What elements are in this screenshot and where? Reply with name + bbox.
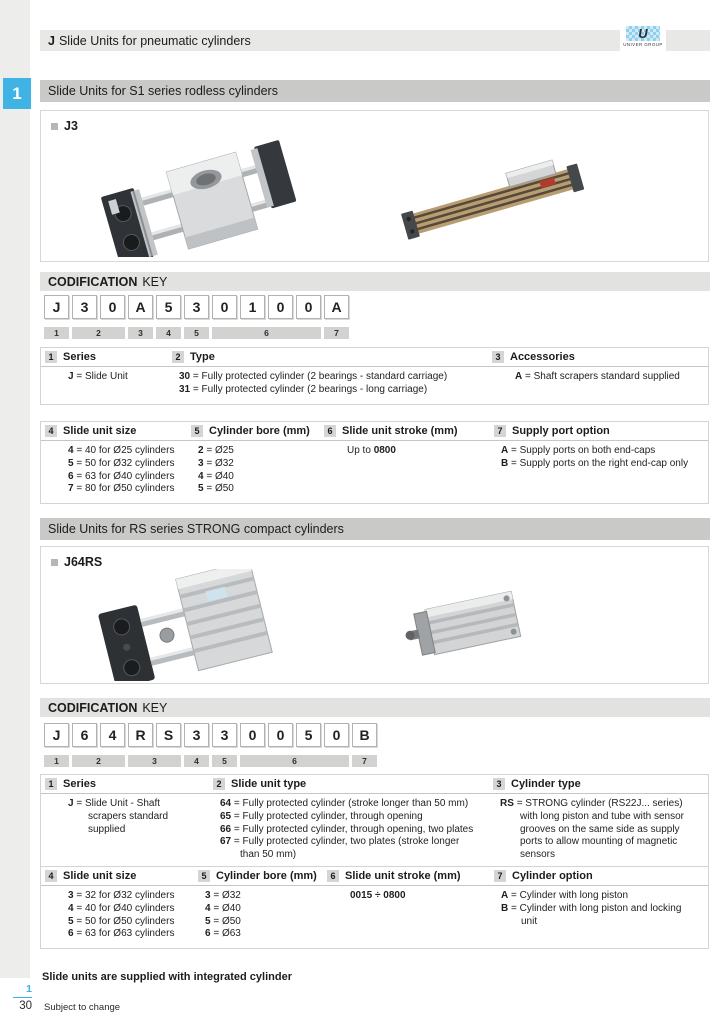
spec-row: Up to 0800 bbox=[347, 445, 396, 456]
section-bar-s1-series: Slide Units for S1 series rodless cylinders bbox=[40, 80, 710, 102]
column-title: Series bbox=[63, 351, 97, 363]
spec-row: 67 = Fully protected cylinder, two plates (stroke longer than 50 mm) bbox=[220, 836, 460, 861]
ribbon-segment: 7 bbox=[352, 755, 377, 767]
code-box: 0 bbox=[100, 295, 125, 319]
spec-row: 31 = Fully protected cylinder (2 bearings - long carriage) bbox=[179, 383, 428, 395]
spec-row: 66 = Fully protected cylinder, through opening, two plates bbox=[220, 823, 474, 835]
spec-row: J = Slide Unit - Shaft scrapers standard supplied bbox=[68, 798, 169, 835]
column-header-cell bbox=[323, 867, 490, 885]
column-title: Slide unit type bbox=[231, 778, 307, 790]
column-number-badge: 1 bbox=[45, 351, 57, 363]
chapter-tab: 1 bbox=[3, 78, 31, 109]
column-number-badge: 1 bbox=[45, 778, 57, 790]
column-body-cell bbox=[41, 798, 209, 862]
spec-row: J = Slide Unit bbox=[68, 371, 128, 382]
code-box: 0 bbox=[324, 723, 349, 747]
spec-table-series-unittype-cylindertype bbox=[40, 774, 709, 870]
ribbon-segment: 3 bbox=[128, 327, 153, 339]
spec-row: 6 = 63 for Ø63 cylinders bbox=[68, 928, 175, 940]
page-header-bar bbox=[40, 30, 710, 51]
product-name: J3 bbox=[64, 119, 78, 133]
code-box: 5 bbox=[156, 295, 181, 319]
column-header-cell bbox=[168, 348, 488, 366]
ribbon-segment: 6 bbox=[212, 327, 321, 339]
spec-row: 7 = 80 for Ø50 cylinders bbox=[68, 483, 175, 495]
column-number-badge: 4 bbox=[45, 870, 57, 882]
code-box: 3 bbox=[184, 723, 209, 747]
code-box: 4 bbox=[100, 723, 125, 747]
column-title: Cylinder bore (mm) bbox=[216, 870, 317, 882]
spec-row: 65 = Fully protected cylinder, through opening bbox=[220, 810, 423, 822]
column-title: Cylinder option bbox=[512, 870, 593, 882]
column-number-badge: 2 bbox=[213, 778, 225, 790]
column-header-cell bbox=[490, 867, 708, 885]
square-bullet-icon bbox=[51, 123, 58, 130]
code-box: 6 bbox=[72, 723, 97, 747]
spec-row: 5 = Ø50 bbox=[205, 915, 241, 927]
code-box: J bbox=[44, 723, 69, 747]
code-position-ribbon-1 bbox=[44, 327, 349, 339]
column-number-badge: 4 bbox=[45, 425, 57, 437]
code-box: 0 bbox=[268, 723, 293, 747]
column-header-cell bbox=[490, 422, 708, 440]
square-bullet-icon bbox=[51, 559, 58, 566]
code-box: B bbox=[352, 723, 377, 747]
column-number-badge: 6 bbox=[324, 425, 336, 437]
column-body-cell bbox=[187, 445, 320, 496]
code-box: 3 bbox=[184, 295, 209, 319]
spec-table-size-bore-stroke-option bbox=[40, 866, 709, 949]
column-title: Slide unit size bbox=[63, 425, 137, 437]
column-header-cell bbox=[41, 775, 209, 793]
logo-letter: U bbox=[638, 26, 648, 41]
chapter-number: 1 bbox=[26, 983, 32, 995]
code-box: R bbox=[128, 723, 153, 747]
column-body-cell bbox=[490, 445, 708, 496]
header-series-letter: J bbox=[48, 33, 55, 48]
column-body-cell bbox=[209, 798, 489, 862]
column-number-badge: 3 bbox=[493, 778, 505, 790]
product-name: J64RS bbox=[64, 555, 103, 569]
spec-row: A = Cylinder with long piston bbox=[501, 890, 629, 901]
code-boxes-row-2 bbox=[44, 723, 377, 747]
column-title: Cylinder bore (mm) bbox=[209, 425, 310, 437]
footer-note: Slide units are supplied with integrated cylinder bbox=[42, 971, 292, 983]
spec-row: 5 = 50 for Ø32 cylinders bbox=[68, 457, 175, 469]
column-header-cell bbox=[187, 422, 320, 440]
code-box: A bbox=[324, 295, 349, 319]
photo-j3-slide-unit bbox=[89, 125, 315, 257]
codification-key-bar-2 bbox=[40, 698, 710, 717]
column-title: Series bbox=[63, 778, 97, 790]
ribbon-segment: 4 bbox=[156, 327, 181, 339]
column-header-cell bbox=[320, 422, 490, 440]
spec-row: 3 = Ø32 bbox=[198, 457, 234, 469]
column-title: Accessories bbox=[510, 351, 575, 363]
ribbon-segment: 7 bbox=[324, 327, 349, 339]
codification-title: CODIFICATION bbox=[48, 274, 138, 289]
column-header-cell bbox=[489, 775, 708, 793]
product-box-j3 bbox=[40, 110, 709, 262]
ribbon-segment: 2 bbox=[72, 327, 125, 339]
spec-row: 4 = Ø40 bbox=[205, 902, 241, 914]
spec-row: 3 = Ø32 bbox=[205, 890, 241, 901]
column-number-badge: 7 bbox=[494, 425, 506, 437]
column-body-cell bbox=[41, 445, 187, 496]
column-header-cell bbox=[41, 422, 187, 440]
chapter-divider-line bbox=[13, 997, 32, 998]
column-header-cell bbox=[41, 867, 194, 885]
product-box-j64rs bbox=[40, 546, 709, 684]
column-title: Cylinder type bbox=[511, 778, 581, 790]
logo-mark-icon bbox=[626, 26, 660, 41]
column-body-cell bbox=[323, 890, 490, 941]
spec-row: 5 = Ø50 bbox=[198, 483, 234, 495]
ribbon-segment: 6 bbox=[240, 755, 349, 767]
code-box: A bbox=[128, 295, 153, 319]
column-header-cell bbox=[194, 867, 323, 885]
column-number-badge: 5 bbox=[198, 870, 210, 882]
photo-rs-compact-cylinder bbox=[403, 583, 533, 665]
code-box: S bbox=[156, 723, 181, 747]
column-title: Type bbox=[190, 351, 215, 363]
page-number: 30 bbox=[19, 1000, 32, 1012]
column-body-cell bbox=[194, 890, 323, 941]
code-box: 5 bbox=[296, 723, 321, 747]
code-box: 1 bbox=[240, 295, 265, 319]
codification-title-rest: KEY bbox=[142, 274, 168, 289]
spec-row: 64 = Fully protected cylinder (stroke longer than 50 mm) bbox=[220, 798, 469, 809]
spec-row: 6 = 63 for Ø40 cylinders bbox=[68, 470, 175, 482]
code-box: 0 bbox=[240, 723, 265, 747]
ribbon-segment: 4 bbox=[184, 755, 209, 767]
spec-row: 6 = Ø63 bbox=[205, 928, 241, 940]
column-number-badge: 6 bbox=[327, 870, 339, 882]
product-label-j3 bbox=[51, 119, 78, 133]
ribbon-segment: 5 bbox=[184, 327, 209, 339]
spec-row: B = Cylinder with long piston and locking unit bbox=[501, 902, 682, 927]
column-number-badge: 3 bbox=[492, 351, 504, 363]
column-number-badge: 5 bbox=[191, 425, 203, 437]
column-title: Slide unit stroke (mm) bbox=[345, 870, 461, 882]
column-title: Slide unit stroke (mm) bbox=[342, 425, 458, 437]
spec-row: 5 = 50 for Ø50 cylinders bbox=[68, 915, 175, 927]
spec-row: 4 = Ø40 bbox=[198, 470, 234, 482]
column-number-badge: 7 bbox=[494, 870, 506, 882]
codification-title: CODIFICATION bbox=[48, 700, 138, 715]
spec-row: 4 = 40 for Ø40 cylinders bbox=[68, 902, 175, 914]
ribbon-segment: 2 bbox=[72, 755, 125, 767]
ribbon-segment: 3 bbox=[128, 755, 181, 767]
spec-table-series-type-accessories bbox=[40, 347, 709, 405]
column-number-badge: 2 bbox=[172, 351, 184, 363]
section-bar-rs-series: Slide Units for RS series STRONG compact cylinders bbox=[40, 518, 710, 540]
spec-table-size-bore-stroke-port bbox=[40, 421, 709, 504]
code-box: J bbox=[44, 295, 69, 319]
spec-row: 3 = 32 for Ø32 cylinders bbox=[68, 890, 175, 901]
code-box: 0 bbox=[212, 295, 237, 319]
product-label-j64rs bbox=[51, 555, 102, 569]
spec-row: 0015 ÷ 0800 bbox=[350, 890, 406, 901]
spec-row: 30 = Fully protected cylinder (2 bearings - standard carriage) bbox=[179, 371, 448, 382]
logo-brand: UNIVER GROUP bbox=[623, 42, 663, 47]
ribbon-segment: 5 bbox=[212, 755, 237, 767]
column-header-cell bbox=[209, 775, 489, 793]
code-boxes-row-1 bbox=[44, 295, 349, 319]
spec-row: 2 = Ø25 bbox=[198, 445, 234, 456]
left-margin-strip bbox=[0, 0, 30, 978]
column-header-cell bbox=[41, 348, 168, 366]
page-title: Slide Units for pneumatic cylinders bbox=[58, 33, 251, 48]
ribbon-segment: 1 bbox=[44, 327, 69, 339]
spec-row: A = Supply ports on both end-caps bbox=[501, 445, 656, 456]
code-position-ribbon-2 bbox=[44, 755, 377, 767]
spec-row: A = Shaft scrapers standard supplied bbox=[515, 371, 680, 382]
code-box: 0 bbox=[268, 295, 293, 319]
photo-s1-rodless-cylinder bbox=[393, 153, 593, 248]
code-box: 3 bbox=[212, 723, 237, 747]
code-box: 3 bbox=[72, 295, 97, 319]
column-body-cell bbox=[489, 798, 708, 862]
column-body-cell bbox=[320, 445, 490, 496]
code-box: 0 bbox=[296, 295, 321, 319]
column-header-cell bbox=[488, 348, 708, 366]
codification-key-bar-1 bbox=[40, 272, 710, 291]
column-body-cell bbox=[41, 890, 194, 941]
column-body-cell bbox=[488, 371, 708, 397]
column-title: Slide unit size bbox=[63, 870, 137, 882]
column-body-cell bbox=[490, 890, 708, 941]
photo-j64rs-slide-unit bbox=[93, 569, 273, 681]
ribbon-segment: 1 bbox=[44, 755, 69, 767]
spec-row: RS = STRONG cylinder (RS22J... series) with long piston and tube with sensor grooves on the same side as supply ports to allow mounting of magnetic sensors bbox=[500, 798, 684, 861]
univer-logo bbox=[620, 26, 666, 52]
spec-row: 4 = 40 for Ø25 cylinders bbox=[68, 445, 175, 456]
subject-to-change-note: Subject to change bbox=[44, 1002, 121, 1013]
spec-row: B = Supply ports on the right end-cap only bbox=[501, 457, 689, 469]
column-body-cell bbox=[41, 371, 168, 397]
codification-title-rest: KEY bbox=[142, 700, 168, 715]
column-body-cell bbox=[168, 371, 488, 397]
column-title: Supply port option bbox=[512, 425, 610, 437]
